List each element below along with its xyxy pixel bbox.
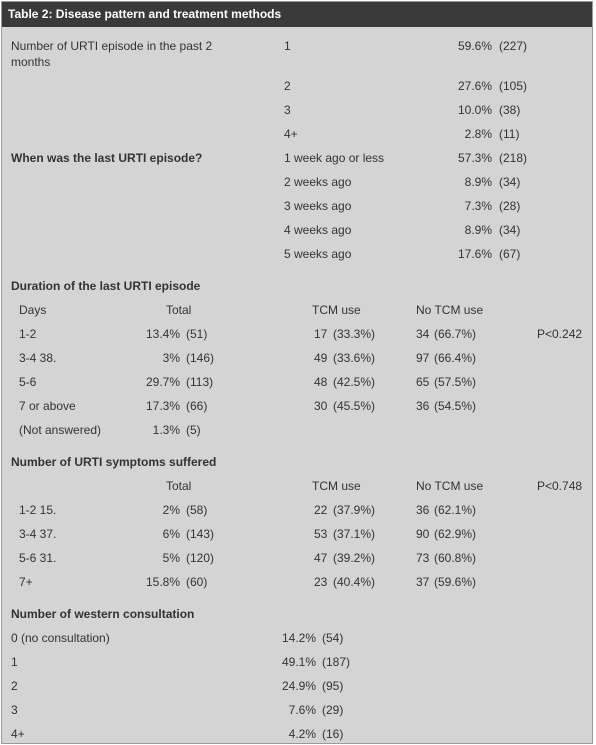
western-pct: 4.2% (288, 727, 316, 741)
duration-notcm: 36 (416, 399, 430, 413)
symptoms-tcm: 47 (314, 551, 328, 565)
symptoms-notcm-pct: (59.6%) (434, 575, 477, 589)
episodes-n: (11) (499, 127, 520, 141)
duration-total-n: (66) (186, 399, 208, 413)
duration-notcm-pct: (54.5%) (434, 399, 477, 413)
symptoms-tcm: 53 (314, 527, 328, 541)
western-pct: 14.2% (281, 631, 316, 645)
symptoms-tcm-pct: (40.4%) (333, 575, 376, 589)
western-cat: 0 (no consultation) (11, 631, 110, 645)
last-episode-pct: 8.9% (464, 175, 492, 189)
duration-header-tcm: TCM use (312, 303, 361, 317)
duration-header-days: Days (19, 303, 47, 317)
duration-tcm: 17 (314, 327, 328, 341)
duration-notcm: 97 (416, 351, 430, 365)
western-n: (54) (322, 631, 344, 645)
last-episode-pct: 57.3% (457, 151, 492, 165)
western-cat: 3 (11, 703, 18, 717)
western-pct: 24.9% (281, 679, 316, 693)
last-episode-n: (28) (499, 199, 521, 213)
duration-total-n: (51) (186, 327, 208, 341)
duration-days: 7 or above (19, 399, 76, 413)
duration-tcm-pct: (42.5%) (333, 375, 376, 389)
symptoms-p-value: P<0.748 (537, 479, 583, 493)
symptoms-total-n: (60) (186, 575, 208, 589)
symptoms-tcm: 22 (314, 503, 328, 517)
duration-total-n: (113) (186, 375, 214, 389)
duration-days: 5-6 (19, 375, 37, 389)
symptoms-tcm: 23 (314, 575, 328, 589)
episodes-n: (105) (499, 79, 528, 93)
duration-total-pct: 3% (162, 351, 180, 365)
duration-total-n: (5) (186, 423, 201, 437)
symptoms-notcm: 36 (416, 503, 430, 517)
symptoms-cat: 7+ (19, 575, 33, 589)
last-episode-pct: 7.3% (464, 199, 492, 213)
last-episode-cat: 4 weeks ago (284, 223, 352, 237)
symptoms-notcm-pct: (62.1%) (434, 503, 477, 517)
episodes-cat: 2 (284, 79, 291, 93)
western-pct: 7.6% (288, 703, 316, 717)
western-n: (95) (322, 679, 344, 693)
symptoms-label: Number of URTI symptoms suffered (11, 455, 217, 469)
episodes-n: (227) (499, 39, 528, 53)
duration-tcm: 30 (314, 399, 328, 413)
symptoms-header-tcm: TCM use (312, 479, 361, 493)
western-n: (29) (322, 703, 344, 717)
last-episode-n: (67) (499, 247, 521, 261)
duration-tcm-pct: (33.6%) (333, 351, 376, 365)
duration-tcm-pct: (33.3%) (333, 327, 376, 341)
western-pct: 49.1% (281, 655, 316, 669)
episodes-pct: 2.8% (464, 127, 492, 141)
symptoms-total-pct: 6% (162, 527, 180, 541)
duration-total-pct: 29.7% (145, 375, 180, 389)
episodes-cat: 3 (284, 103, 291, 117)
symptoms-total-pct: 15.8% (145, 575, 180, 589)
duration-notcm: 34 (416, 327, 430, 341)
western-n: (187) (322, 655, 351, 669)
last-episode-n: (218) (499, 151, 528, 165)
symptoms-header-notcm: No TCM use (416, 479, 484, 493)
last-episode-n: (34) (499, 175, 521, 189)
duration-tcm: 48 (314, 375, 328, 389)
symptoms-notcm-pct: (62.9%) (434, 527, 477, 541)
duration-notcm-pct: (57.5%) (434, 375, 477, 389)
episodes-pct: 10.0% (457, 103, 492, 117)
western-cat: 1 (11, 655, 18, 669)
duration-p-value: P<0.242 (537, 327, 583, 341)
episodes-n: (38) (499, 103, 521, 117)
last-episode-cat: 3 weeks ago (284, 199, 352, 213)
western-cat: 4+ (11, 727, 25, 741)
duration-days: 3-4 38. (19, 351, 57, 365)
table-frame (1, 1, 593, 744)
western-label: Number of western consultation (11, 607, 195, 621)
symptoms-notcm-pct: (60.8%) (434, 551, 477, 565)
duration-header-notcm: No TCM use (416, 303, 484, 317)
last-episode-label: When was the last URTI episode? (11, 151, 203, 165)
duration-total-pct: 13.4% (145, 327, 180, 341)
last-episode-cat: 1 week ago or less (284, 151, 385, 165)
episodes-pct: 59.6% (457, 39, 492, 53)
symptoms-header-total: Total (166, 479, 192, 493)
duration-header-total: Total (166, 303, 192, 317)
symptoms-cat: 1-2 15. (19, 503, 57, 517)
symptoms-total-n: (143) (186, 527, 215, 541)
duration-tcm-pct: (45.5%) (333, 399, 376, 413)
symptoms-notcm: 73 (416, 551, 430, 565)
symptoms-total-n: (120) (186, 551, 215, 565)
duration-notcm-pct: (66.7%) (434, 327, 477, 341)
symptoms-tcm-pct: (37.9%) (333, 503, 376, 517)
symptoms-total-pct: 5% (162, 551, 180, 565)
episodes-label: Number of URTI episode in the past 2 (11, 39, 213, 53)
table-title: Table 2: Disease pattern and treatment methods (8, 7, 282, 21)
symptoms-total-n: (58) (186, 503, 208, 517)
last-episode-pct: 8.9% (464, 223, 492, 237)
episodes-cat: 4+ (284, 127, 298, 141)
western-cat: 2 (11, 679, 18, 693)
episodes-pct: 27.6% (457, 79, 492, 93)
symptoms-total-pct: 2% (162, 503, 180, 517)
last-episode-cat: 5 weeks ago (284, 247, 352, 261)
duration-label: Duration of the last URTI episode (11, 279, 201, 293)
duration-total-pct: 1.3% (152, 423, 180, 437)
duration-total-pct: 17.3% (145, 399, 180, 413)
symptoms-tcm-pct: (37.1%) (333, 527, 376, 541)
table-title-bar (2, 2, 592, 27)
duration-total-n: (146) (186, 351, 215, 365)
symptoms-notcm: 37 (416, 575, 430, 589)
last-episode-n: (34) (499, 223, 521, 237)
duration-tcm: 49 (314, 351, 328, 365)
symptoms-tcm-pct: (39.2%) (333, 551, 376, 565)
last-episode-cat: 2 weeks ago (284, 175, 352, 189)
western-n: (16) (322, 727, 344, 741)
episodes-cat: 1 (284, 39, 291, 53)
duration-notcm: 65 (416, 375, 430, 389)
symptoms-cat: 5-6 31. (19, 551, 57, 565)
last-episode-pct: 17.6% (457, 247, 492, 261)
duration-days: (Not answered) (19, 423, 102, 437)
symptoms-notcm: 90 (416, 527, 430, 541)
duration-days: 1-2 (19, 327, 37, 341)
symptoms-cat: 3-4 37. (19, 527, 57, 541)
duration-notcm-pct: (66.4%) (434, 351, 477, 365)
episodes-label-cont: months (11, 55, 51, 69)
